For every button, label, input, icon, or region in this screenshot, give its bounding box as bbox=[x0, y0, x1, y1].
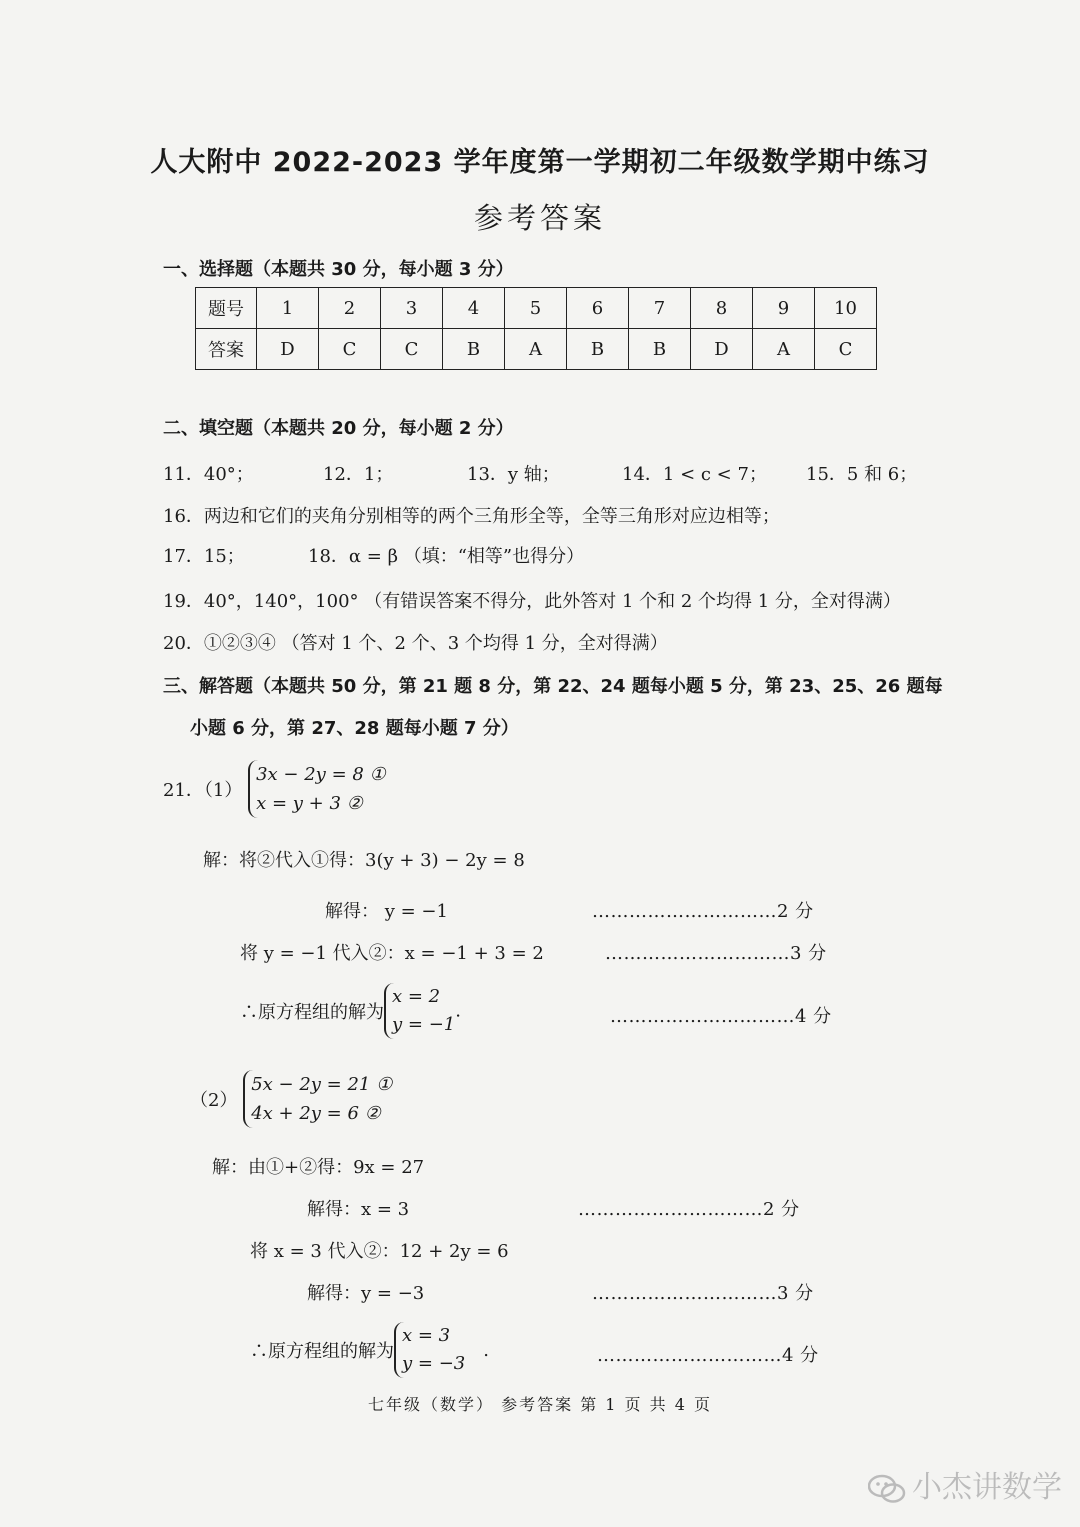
table-cell: 1 bbox=[257, 288, 319, 329]
q21-2-label: （2） bbox=[190, 1090, 238, 1111]
solution-system bbox=[384, 983, 455, 1039]
table-header-cell: 题号 bbox=[196, 288, 257, 329]
q21-2-step2: 解得：x = 3 bbox=[307, 1199, 410, 1220]
score-4: …………………………4 分 bbox=[597, 1345, 819, 1366]
score-2: …………………………2 分 bbox=[592, 901, 814, 922]
page-footer: 七年级（数学） 参考答案 第 1 页 共 4 页 bbox=[368, 1395, 712, 1414]
solution-suffix: . bbox=[455, 1000, 461, 1022]
wechat-icon bbox=[868, 1474, 906, 1504]
solution-y: y = −3 bbox=[402, 1353, 466, 1374]
q21-1-label: 21．（1） bbox=[163, 780, 243, 801]
table-header-cell: 答案 bbox=[196, 329, 257, 370]
equation: 4x + 2y = 6 ② bbox=[251, 1103, 381, 1124]
section3-heading: 三、解答题（本题共 50 分，第 21 题 8 分，第 22、24 题每小题 5 分，第 23、25、26 题每 bbox=[163, 676, 943, 697]
q21-2-problem bbox=[190, 1070, 392, 1128]
answer-17: 17．15； bbox=[163, 546, 245, 567]
q21-1-step2: 解得： y = −1 bbox=[325, 901, 448, 922]
table-cell: 5 bbox=[505, 288, 567, 329]
table-cell: 3 bbox=[381, 288, 443, 329]
answer-12: 12．1； bbox=[323, 464, 394, 485]
section2-heading: 二、填空题（本题共 20 分，每小题 2 分） bbox=[163, 418, 514, 439]
answer-14: 14．1 < c < 7； bbox=[622, 464, 767, 485]
solution-suffix: . bbox=[483, 1339, 489, 1361]
table-cell: 10 bbox=[815, 288, 877, 329]
equation: x = y + 3 ② bbox=[256, 793, 363, 814]
answer-16: 16．两边和它们的夹角分别相等的两个三角形全等，全等三角形对应边相等； bbox=[163, 506, 780, 527]
equation: 3x − 2y = 8 ① bbox=[256, 764, 386, 785]
table-cell: D bbox=[691, 329, 753, 370]
table-cell: 6 bbox=[567, 288, 629, 329]
q21-2-step4: 解得：y = −3 bbox=[307, 1283, 425, 1304]
table-row bbox=[196, 329, 877, 370]
q21-2-step3: 将 x = 3 代入②：12 + 2y = 6 bbox=[250, 1241, 509, 1262]
section1-heading: 一、选择题（本题共 30 分，每小题 3 分） bbox=[163, 259, 514, 280]
score-3: …………………………3 分 bbox=[592, 1283, 814, 1304]
page-title: 人大附中 2022-2023 学年度第一学期初二年级数学期中练习 bbox=[150, 147, 930, 178]
answer-19: 19．40°，140°，100° （有错误答案不得分，此外答对 1 个和 2 个均得 1 分，全对得满） bbox=[163, 591, 901, 612]
watermark-text: 小杰讲数学 bbox=[912, 1470, 1062, 1505]
score-3: …………………………3 分 bbox=[605, 943, 827, 964]
table-cell: 2 bbox=[319, 288, 381, 329]
equation: 5x − 2y = 21 ① bbox=[251, 1074, 393, 1095]
table-cell: C bbox=[319, 329, 381, 370]
table-cell: A bbox=[505, 329, 567, 370]
table-cell: C bbox=[381, 329, 443, 370]
table-cell: 9 bbox=[753, 288, 815, 329]
q21-1-problem bbox=[163, 760, 386, 818]
q21-2-solution bbox=[250, 1322, 489, 1378]
solution-x: x = 2 bbox=[392, 986, 441, 1007]
table-cell: A bbox=[753, 329, 815, 370]
table-cell: C bbox=[815, 329, 877, 370]
table-cell: B bbox=[443, 329, 505, 370]
solution-system bbox=[394, 1322, 465, 1378]
q21-1-solution bbox=[240, 983, 461, 1039]
section3-heading-cont: 小题 6 分，第 27、28 题每小题 7 分） bbox=[190, 718, 519, 739]
solution-y: y = −1 bbox=[392, 1014, 456, 1035]
answer-20: 20．①②③④ （答对 1 个、2 个、3 个均得 1 分，全对得满） bbox=[163, 633, 668, 654]
answer-18: 18．α = β （填：“相等”也得分） bbox=[308, 546, 585, 567]
score-2: …………………………2 分 bbox=[578, 1199, 800, 1220]
table-cell: 7 bbox=[629, 288, 691, 329]
table-cell: B bbox=[629, 329, 691, 370]
answer-11: 11．40°； bbox=[163, 464, 254, 485]
answer-15: 15．5 和 6； bbox=[806, 464, 918, 485]
table-row bbox=[196, 288, 877, 329]
answer-13: 13．y 轴； bbox=[467, 464, 560, 485]
table-cell: B bbox=[567, 329, 629, 370]
answer-table bbox=[195, 287, 877, 370]
table-cell: 8 bbox=[691, 288, 753, 329]
score-4: …………………………4 分 bbox=[610, 1006, 832, 1027]
table-cell: 4 bbox=[443, 288, 505, 329]
q21-1-step1: 解：将②代入①得：3(y + 3) − 2y = 8 bbox=[203, 850, 525, 871]
page-subtitle: 参考答案 bbox=[473, 201, 606, 235]
table-cell: D bbox=[257, 329, 319, 370]
solution-prefix: ∴原方程组的解为 bbox=[240, 1002, 384, 1023]
watermark bbox=[868, 1462, 1062, 1506]
q21-2-step1: 解：由①+②得：9x = 27 bbox=[212, 1157, 425, 1178]
equation-system bbox=[243, 1070, 392, 1128]
solution-x: x = 3 bbox=[402, 1325, 451, 1346]
q21-1-step3: 将 y = −1 代入②：x = −1 + 3 = 2 bbox=[240, 943, 544, 964]
solution-prefix: ∴原方程组的解为 bbox=[250, 1341, 394, 1362]
equation-system bbox=[248, 760, 386, 818]
